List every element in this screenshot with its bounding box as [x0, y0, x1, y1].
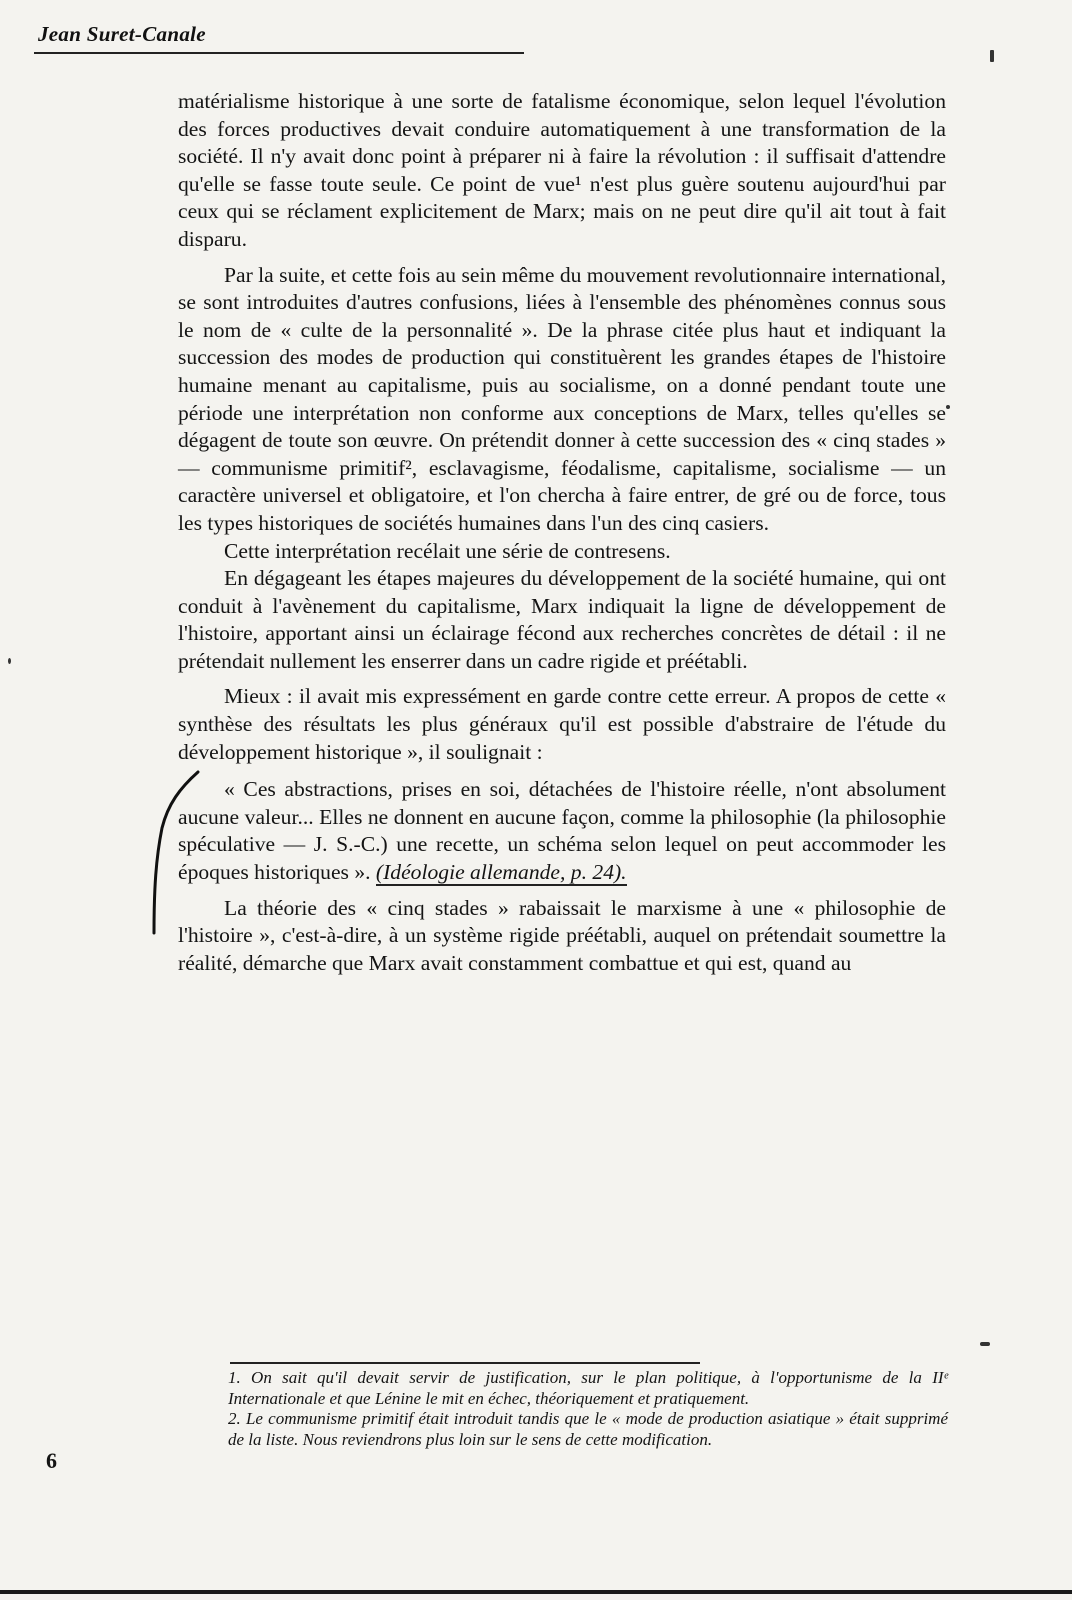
handwritten-margin-mark: [150, 768, 210, 938]
block-quote: [178, 776, 946, 886]
quote-paragraph: [178, 776, 946, 886]
scan-speck: [980, 1342, 990, 1346]
page-number: 6: [46, 1448, 57, 1473]
header-rule: [34, 52, 524, 54]
footnote-1: 1. On sait qu'il devait servir de justification, sur le plan politique, à l'opportunisme de la IIᵉ Internationale et que Lénine le mit en échec, théoriquement et pratiquement.: [228, 1368, 948, 1408]
main-text: [178, 88, 946, 977]
paragraph-1: matérialisme historique à une sorte de fatalisme économique, selon lequel l'évolution des forces productives devait conduire automatiquement à une transformation de la société. Il n'y avait donc point à préparer ni à faire la révolution : il suffisait d'attendre qu'elle se fasse toute seule. Ce point de vue¹ n'est plus guère soutenu aujourd'hui par ceux qui se réclament explicitement de Marx; mais on ne peut dire qu'il ait tout à fait disparu.: [178, 89, 946, 251]
footnotes: [228, 1368, 948, 1450]
paragraph-closing: La théorie des « cinq stades » rabaissait le marxisme à une « philosophie de l'histoire », c'est-à-dire, à un système rigide préétabli, auquel on prétendait soumettre la réalité, démarche que Marx avait constamment combattue et qui est, quand au: [178, 895, 946, 975]
scan-speck: [946, 405, 950, 409]
paragraph-5: Mieux : il avait mis expressément en garde contre cette erreur. A propos de cette « synthèse des résultats les plus généraux qu'il est possible d'abstraire de l'étude du développement historique », il soulignait :: [178, 684, 946, 764]
paragraph-3: Cette interprétation recélait une série de contresens.: [224, 538, 671, 563]
paragraph-2: Par la suite, et cette fois au sein même du mouvement revolutionnaire international, se sont introduites d'autres confusions, liées à l'ensemble des phénomènes connus sous le nom de « culte de la personnalité ». De la phrase citée plus haut et indiquant la succession des modes de production qui constituèrent les grandes étapes de l'histoire humaine menant au capitalisme, puis au socialisme, on a donné pendant toute une période une interprétation non conforme aux conceptions de Marx, telles qu'elles se dégagent de toute son œuvre. On prétendit donner à cette succession des « cinq stades » — communisme primitif², esclavagisme, féodalisme, capitalisme, socialisme — un caractère universel et obligatoire, et l'on chercha à faire entrer, de gré ou de force, tous les types historiques de sociétés humaines dans l'un des cinq casiers.: [178, 262, 946, 535]
scan-speck: [990, 50, 994, 62]
footnote-2: 2. Le communisme primitif était introduit tandis que le « mode de production asiatique » était supprimé de la liste. Nous reviendrons plus loin sur le sens de cette modification.: [228, 1409, 948, 1449]
footnote-rule: [230, 1362, 700, 1364]
scan-edge-line: [0, 1590, 1072, 1594]
scan-speck: [8, 658, 11, 664]
running-header: Jean Suret-Canale: [38, 22, 206, 46]
quote-text: « Ces abstractions, prises en soi, détachées de l'histoire réelle, n'ont absolument aucune valeur... Elles ne donnent en aucune façon, comme la philosophie (la philosophie spéculative — J. S.-C.) une recette, un schéma selon lequel on peut accommoder les époques historiques ».: [178, 777, 946, 885]
quote-source: (Idéologie allemande, p. 24).: [375, 860, 627, 885]
paragraph-4: En dégageant les étapes majeures du développement de la société humaine, qui ont conduit à l'avènement du capitalisme, Marx indiquait la ligne de développement de l'histoire, apportant ainsi un éclairage fécond aux recherches concrètes de détail : il ne prétendait nullement les enserrer dans un cadre rigide et préétabli.: [178, 566, 946, 673]
